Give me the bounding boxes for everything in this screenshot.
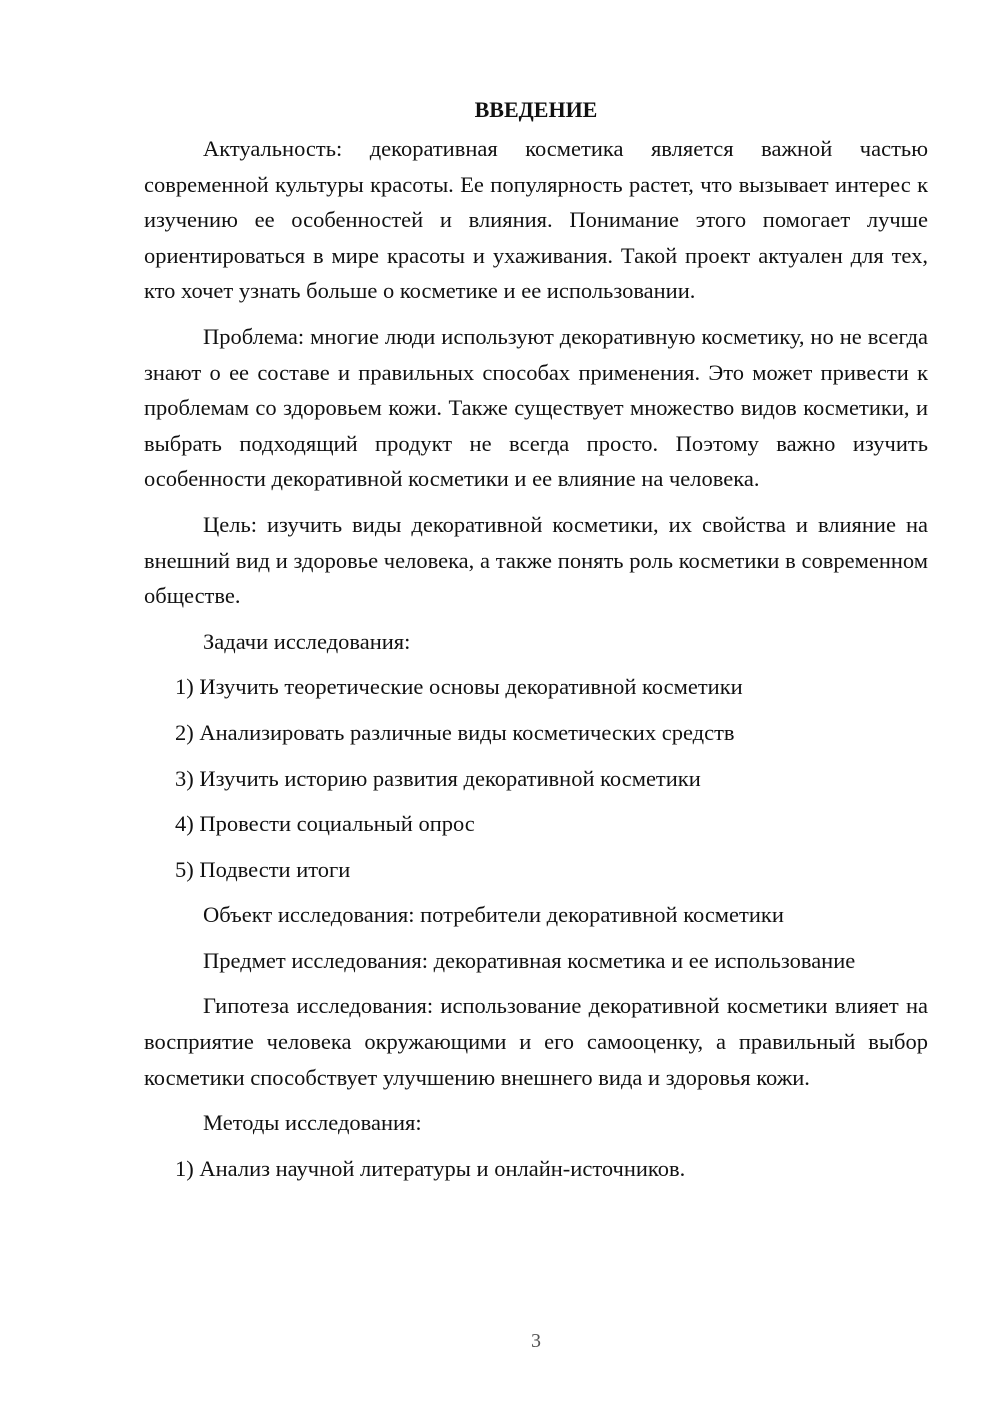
task-item-3: 3) Изучить историю развития декоративной косметики <box>175 765 701 791</box>
tasks-heading: Задачи исследования: <box>203 628 411 654</box>
task-item-2: 2) Анализировать различные виды косметических средств <box>175 719 735 745</box>
relevance-paragraph: Актуальность: декоративная косметика является важной частью современной культуры красоты. Ее популярность растет, что вызывает интерес к изучению ее особенностей и влияния. Понимание этого помогает лучше ориентироваться в мире красоты и ухаживания. Такой проект актуален для тех, кто хочет узнать больше о косметике и ее использовании. <box>144 136 928 304</box>
methods-heading: Методы исследования: <box>203 1110 422 1136</box>
task-item-1: 1) Изучить теоретические основы декоративной косметики <box>175 674 743 700</box>
research-subject: Предмет исследования: декоративная косметика и ее использование <box>203 947 856 973</box>
method-item-1: 1) Анализ научной литературы и онлайн-источников. <box>175 1155 686 1181</box>
hypothesis-paragraph: Гипотеза исследования: использование декоративной косметики влияет на восприятие человека окружающими и его самооценку, а правильный выбор косметики способствует улучшению внешнего вида и здоровья кожи. <box>144 993 928 1090</box>
page-title: ВВЕДЕНИЕ <box>474 97 598 122</box>
goal-paragraph: Цель: изучить виды декоративной косметики, их свойства и влияние на внешний вид и здоровье человека, а также понять роль косметики в современном обществе. <box>144 511 928 609</box>
page-content <box>144 92 928 1196</box>
task-item-4: 4) Провести социальный опрос <box>175 811 475 837</box>
task-item-5: 5) Подвести итоги <box>175 856 351 882</box>
page-number: 3 <box>531 1330 541 1352</box>
problem-paragraph: Проблема: многие люди используют декоративную косметику, но не всегда знают о ее составе и правильных способах применения. Это может привести к проблемам со здоровьем кожи. Также существует множество видов косметики, и выбрать подходящий продукт не всегда просто. Поэтому важно изучить особенности декоративной косметики и ее влияние на человека. <box>144 323 928 492</box>
research-object: Объект исследования: потребители декоративной косметики <box>203 902 784 928</box>
